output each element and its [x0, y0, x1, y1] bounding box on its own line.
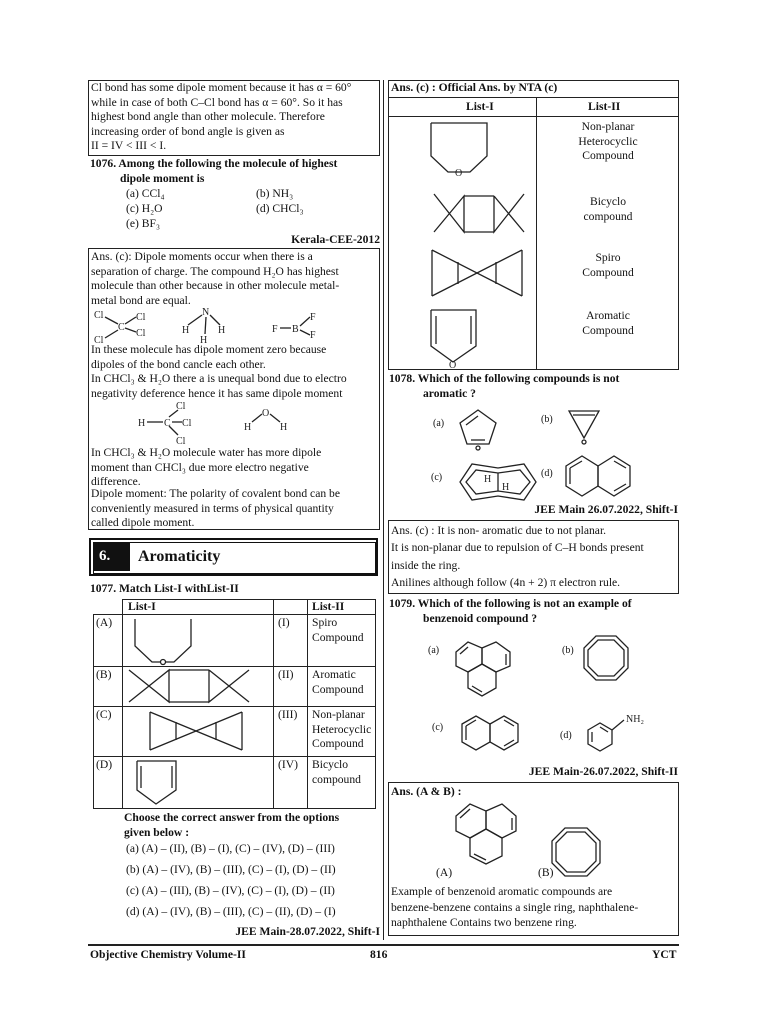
match-row-key: (A)	[96, 616, 113, 629]
footer-page-number: 816	[370, 948, 388, 961]
svg-text:Cl: Cl	[94, 310, 104, 321]
naphthalene-structure-q1079	[460, 714, 522, 754]
q1078-option-d: (d)	[541, 468, 553, 479]
svg-text:H: H	[280, 422, 288, 433]
cyclooctatetraene-structure	[582, 634, 630, 682]
h2o-structure	[240, 404, 300, 438]
svg-text:C: C	[164, 418, 171, 429]
nh3-structure	[180, 305, 240, 345]
svg-text:Cl: Cl	[94, 335, 104, 346]
section-number-text: 6.	[99, 548, 111, 564]
ans-spiro-structure	[430, 246, 530, 300]
match-row-value: Spiro Compound	[312, 616, 364, 644]
q1076-option-e: (e) BF₃	[126, 217, 160, 230]
svg-text:Cl: Cl	[176, 436, 186, 447]
answer-1078-text: Ans. (c) : It is non- aromatic due to not planar. It is non-planar due to repulsion of C–H bonds present inside the ring. Anilines although follow (4n + 2) π electron rule.	[391, 524, 644, 590]
answer-1077-item: Spiro Compound	[582, 251, 634, 279]
match-row-key: (D)	[96, 758, 113, 771]
q1079-option-d: (d)	[560, 730, 572, 741]
answer-1077-title: Ans. (c) : Official Ans. by NTA (c)	[391, 81, 558, 94]
q1076-option-c: (c) H₂O	[126, 202, 163, 215]
match-head-list1: List-I	[128, 600, 156, 613]
match-head-list2: List-II	[312, 600, 345, 613]
footer-publisher: YCT	[652, 948, 677, 961]
question-1076-title: 1076. Among the following the molecule of highest dipole moment is	[90, 157, 338, 185]
q1079-option-b: (b)	[562, 645, 574, 656]
answer-1076-para4: Dipole moment: The polarity of covalent bond can be conveniently measured in terms of physical quantity called dipole moment.	[91, 487, 340, 530]
svg-text:Cl: Cl	[136, 312, 146, 323]
svg-text:NH₂: NH₂	[626, 714, 644, 725]
svg-text:H: H	[218, 325, 226, 336]
continuation-text: Cl bond has some dipole moment because it has α = 60° while in case of both C–Cl bond has α = 60°. So it has highest bond angle than other molecule. Therefore increasing order of bond angle is given as II = IV < III < I.	[91, 81, 352, 153]
phenalene-structure	[454, 638, 518, 698]
q1077-source: JEE Main-28.07.2022, Shift-I	[235, 925, 380, 938]
svg-text:F: F	[310, 312, 316, 323]
bf3-structure	[270, 308, 330, 348]
match-row-key: (C)	[96, 708, 112, 721]
question-1078-title: 1078. Which of the following compounds is not aromatic ?	[389, 372, 620, 400]
answer-1077-head2: List-II	[588, 100, 621, 113]
match-row-num: (IV)	[278, 758, 298, 771]
svg-text:O: O	[455, 168, 463, 179]
dihydropyran-structure	[132, 758, 192, 808]
spiro-structure	[148, 708, 248, 754]
ans-dihydropyran-structure	[426, 306, 486, 370]
answer-1077-item: Non-planar Heterocyclic Compound	[578, 120, 638, 163]
match-row-num: (I)	[278, 616, 290, 629]
question-1079-title: 1079. Which of the following is not an example of benzenoid compound ?	[389, 597, 632, 625]
annulene-structure	[458, 460, 538, 504]
naphthalene-structure-q1078	[564, 454, 634, 498]
cyclopropenyl-structure	[566, 408, 606, 448]
question-1077-title: 1077. Match List-I withList-II	[90, 582, 239, 595]
svg-text:O: O	[449, 360, 457, 371]
match-row-value: Non-planar Heterocyclic Compound	[312, 708, 372, 751]
svg-text:H: H	[182, 325, 190, 336]
match-row-num: (II)	[278, 668, 294, 681]
answer-1077-item: Aromatic Compound	[582, 309, 634, 337]
q1078-source: JEE Main 26.07.2022, Shift-I	[534, 503, 678, 516]
q1079-option-c: (c)	[432, 722, 444, 733]
answer-1079-label-a: (A)	[436, 866, 453, 879]
ans-tetrahydropyran-structure	[426, 120, 496, 178]
match-row-key: (B)	[96, 668, 112, 681]
q1077-option-a: (a) (A) – (II), (B) – (I), (C) – (IV), (D) – (III)	[126, 842, 335, 855]
svg-text:H: H	[138, 418, 146, 429]
svg-text:Cl: Cl	[136, 328, 146, 339]
section-heading-inner	[93, 542, 376, 574]
svg-text:H: H	[502, 482, 510, 493]
q1076-source: Kerala-CEE-2012	[291, 233, 380, 246]
aniline-structure	[586, 712, 656, 756]
match-row-value: Bicyclo compound	[312, 758, 361, 786]
answer-1076-para1: Ans. (c): Dipole moments occur when there is a separation of charge. The compound H₂O has highest molecule than other because in other molecule metal- metal bond are equal.	[91, 250, 340, 307]
svg-text:H: H	[244, 422, 252, 433]
q1078-option-b: (b)	[541, 414, 553, 425]
match-row-value: Aromatic Compound	[312, 668, 364, 696]
footer-rule	[88, 944, 679, 946]
q1076-option-d: (d) CHCl₃	[256, 202, 304, 215]
svg-text:Cl: Cl	[176, 401, 186, 412]
svg-text:B: B	[292, 324, 299, 335]
ans-cyclooctatetraene-structure	[550, 826, 602, 878]
q1076-option-a: (a) CCl₄	[126, 187, 165, 200]
tetrahydropyran-structure	[130, 616, 200, 666]
svg-text:F: F	[272, 324, 278, 335]
q1076-option-b: (b) NH₃	[256, 187, 294, 200]
answer-1079-text: Example of benzenoid aromatic compounds are benzene-benzene contains a single ring, naphthalene- naphthalene Contains two benzene ring.	[391, 885, 639, 930]
column-divider	[383, 80, 384, 940]
answer-1079-label-b: (B)	[538, 866, 554, 879]
answer-1079-title: Ans. (A & B) :	[391, 785, 462, 798]
q1079-option-a: (a)	[428, 645, 440, 656]
q1077-option-d: (d) (A) – (IV), (B) – (III), (C) – (II), (D) – (I)	[126, 905, 336, 918]
svg-text:F: F	[310, 330, 316, 341]
footer-book-title: Objective Chemistry Volume-II	[90, 948, 246, 961]
q1077-option-b: (b) (A) – (IV), (B) – (III), (C) – (I), (D) – (II)	[126, 863, 336, 876]
q1078-option-a: (a)	[433, 418, 445, 429]
match-row-num: (III)	[278, 708, 298, 721]
svg-text:Cl: Cl	[182, 418, 192, 429]
answer-1077-head1: List-I	[466, 100, 494, 113]
q1078-option-c: (c)	[431, 472, 443, 483]
section-title: Aromaticity	[138, 548, 221, 565]
svg-text:H: H	[200, 335, 208, 346]
bicyclo-structure	[127, 668, 267, 706]
svg-text:N: N	[202, 307, 210, 318]
ccl4-structure	[92, 308, 152, 348]
svg-text:O: O	[262, 408, 270, 419]
chcl3-structure	[136, 400, 216, 446]
svg-text:C: C	[118, 322, 125, 333]
answer-1077-item: Bicyclo compound	[583, 195, 633, 223]
ans-phenalene-structure	[454, 800, 526, 866]
answer-1076-para3: In CHCl₃ & H₂O molecule water has more dipole moment than CHCl₃ due more electro negative difference.	[91, 446, 322, 489]
q1077-option-c: (c) (A) – (III), (B) – (IV), (C) – (I), (D) – (II)	[126, 884, 335, 897]
q1077-choose-text: Choose the correct answer from the options given below :	[124, 811, 340, 839]
answer-1076-para2: In these molecule has dipole moment zero because dipoles of the bond cancle each other. In CHCl₃ & H₂O there a is unequal bond due to electro negativity deference hence it has same dipole moment	[91, 343, 347, 400]
q1079-source: JEE Main-26.07.2022, Shift-II	[528, 765, 678, 778]
cyclopentadienyl-structure	[458, 408, 502, 452]
svg-text:H: H	[484, 474, 492, 485]
ans-bicyclo-structure	[432, 192, 532, 236]
